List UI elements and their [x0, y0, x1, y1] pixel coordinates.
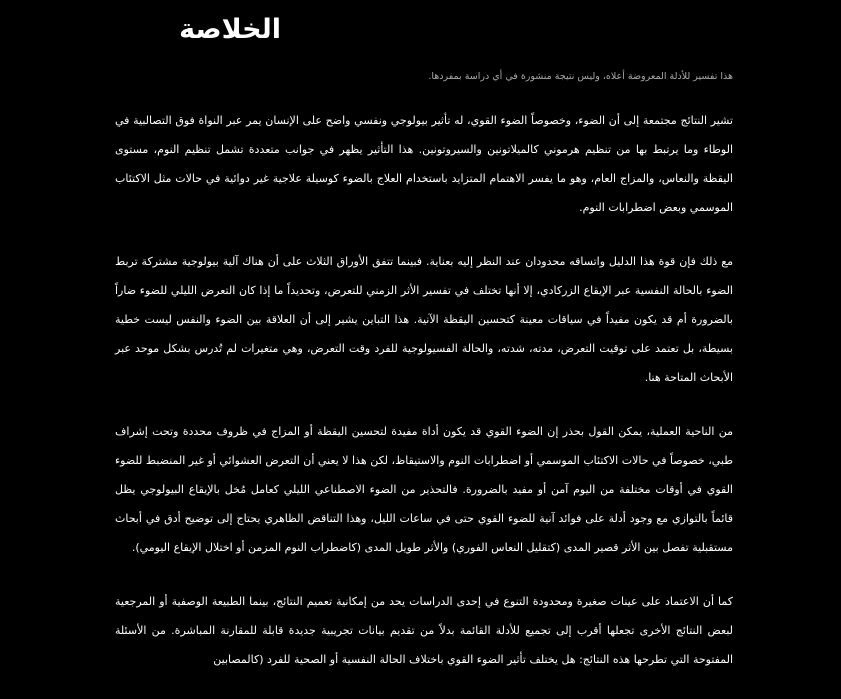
paragraph: كما أن الاعتماد على عينات صغيرة ومحدودة التنوع في إحدى الدراسات يحد من إمكانية تعميم النتائج، بينما الطبيعة الوصفية أو المرجعية لبعض النتائج الأخرى تجعلها أقرب إلى تجميع للأدلة القائمة بدلاً من تقديم بيانات تجريبية جديدة قابلة للمقارنة المباشرة. من الأسئلة المفتوحة التي تطرحها هذه النتائج: هل يختلف تأثير الضوء القوي باختلاف الحالة النفسية أو الصحية للفرد (كالمصابين: [115, 595, 733, 666]
paragraph: تشير النتائج مجتمعة إلى أن الضوء، وخصوصاً الضوء القوي، له تأثير بيولوجي ونفسي واضح على الإنسان يمر عبر النواة فوق التصالبية في الوطاء وما يرتبط بها من تنظيم هرموني كالميلاتونين والسيروتونين. هذا التأثير يظهر في جوانب متعددة تشمل تنظيم النوم، مستوى اليقظة والنعاس، والمزاج العام، وهو ما يفسر الاهتمام المتزايد باستخدام العلاج بالضوء كوسيلة علاجية غير دوائية في حالات مثل الاكتئاب الموسمي وبعض اضطرابات النوم.: [115, 114, 733, 214]
paragraph: من الناحية العملية، يمكن القول بحذر إن الضوء القوي قد يكون أداة مفيدة لتحسين اليقظة أو المزاج في ظروف محددة وتحت إشراف طبي، خصوصاً في حالات الاكتئاب الموسمي أو اضطرابات النوم والاستيقاظ، لكن هذا لا يعني أن التعرض العشوائي أو غير المنضبط للضوء القوي في أوقات مختلفة من اليوم آمن أو مفيد بالضرورة. فالتحذير من الضوء الاصطناعي الليلي كعامل مُخل بالإيقاع البيولوجي يظل قائماً بالتوازي مع وجود أدلة على فوائد آنية للضوء القوي حتى في ساعات الليل، وهذا التناقض الظاهري يحتاج إلى توضيح أدق في أبحاث مستقبلية تفصل بين الأثر قصير المدى (كتقليل النعاس الفوري) والأثر طويل المدى (كاضطراب النوم المزمن أو اختلال الإيقاع اليومي).: [115, 425, 733, 554]
paragraph: مع ذلك فإن قوة هذا الدليل واتساقه محدودان عند النظر إليه بعناية. فبينما تتفق الأوراق الثلاث على أن هناك آلية بيولوجية مشتركة تربط الضوء بالحالة النفسية عبر الإيقاع الزركادي، إلا أنها تختلف في تفسير الأثر الزمني للتعرض، وتحديداً ما إذا كان التعرض الليلي للضوء ضاراً بالضرورة أم قد يكون مفيداً في سياقات معينة كتحسين اليقظة الآنية. هذا التباين يشير إلى أن العلاقة بين الضوء والنفس ليست خطية بسيطة، بل تعتمد على توقيت التعرض، مدته، شدته، والحالة الفسيولوجية للفرد وقت التعرض، وهي متغيرات لم تُدرس بشكل موحد عبر الأبحاث المتاحة هنا.: [115, 255, 733, 384]
document-title: الخلاصة: [179, 14, 281, 45]
disclaimer-note: هذا تفسير للأدلة المعروضة أعلاه، وليس نتيجة منشورة في أي دراسة بمفردها.: [428, 71, 733, 82]
document-body: [115, 106, 733, 699]
